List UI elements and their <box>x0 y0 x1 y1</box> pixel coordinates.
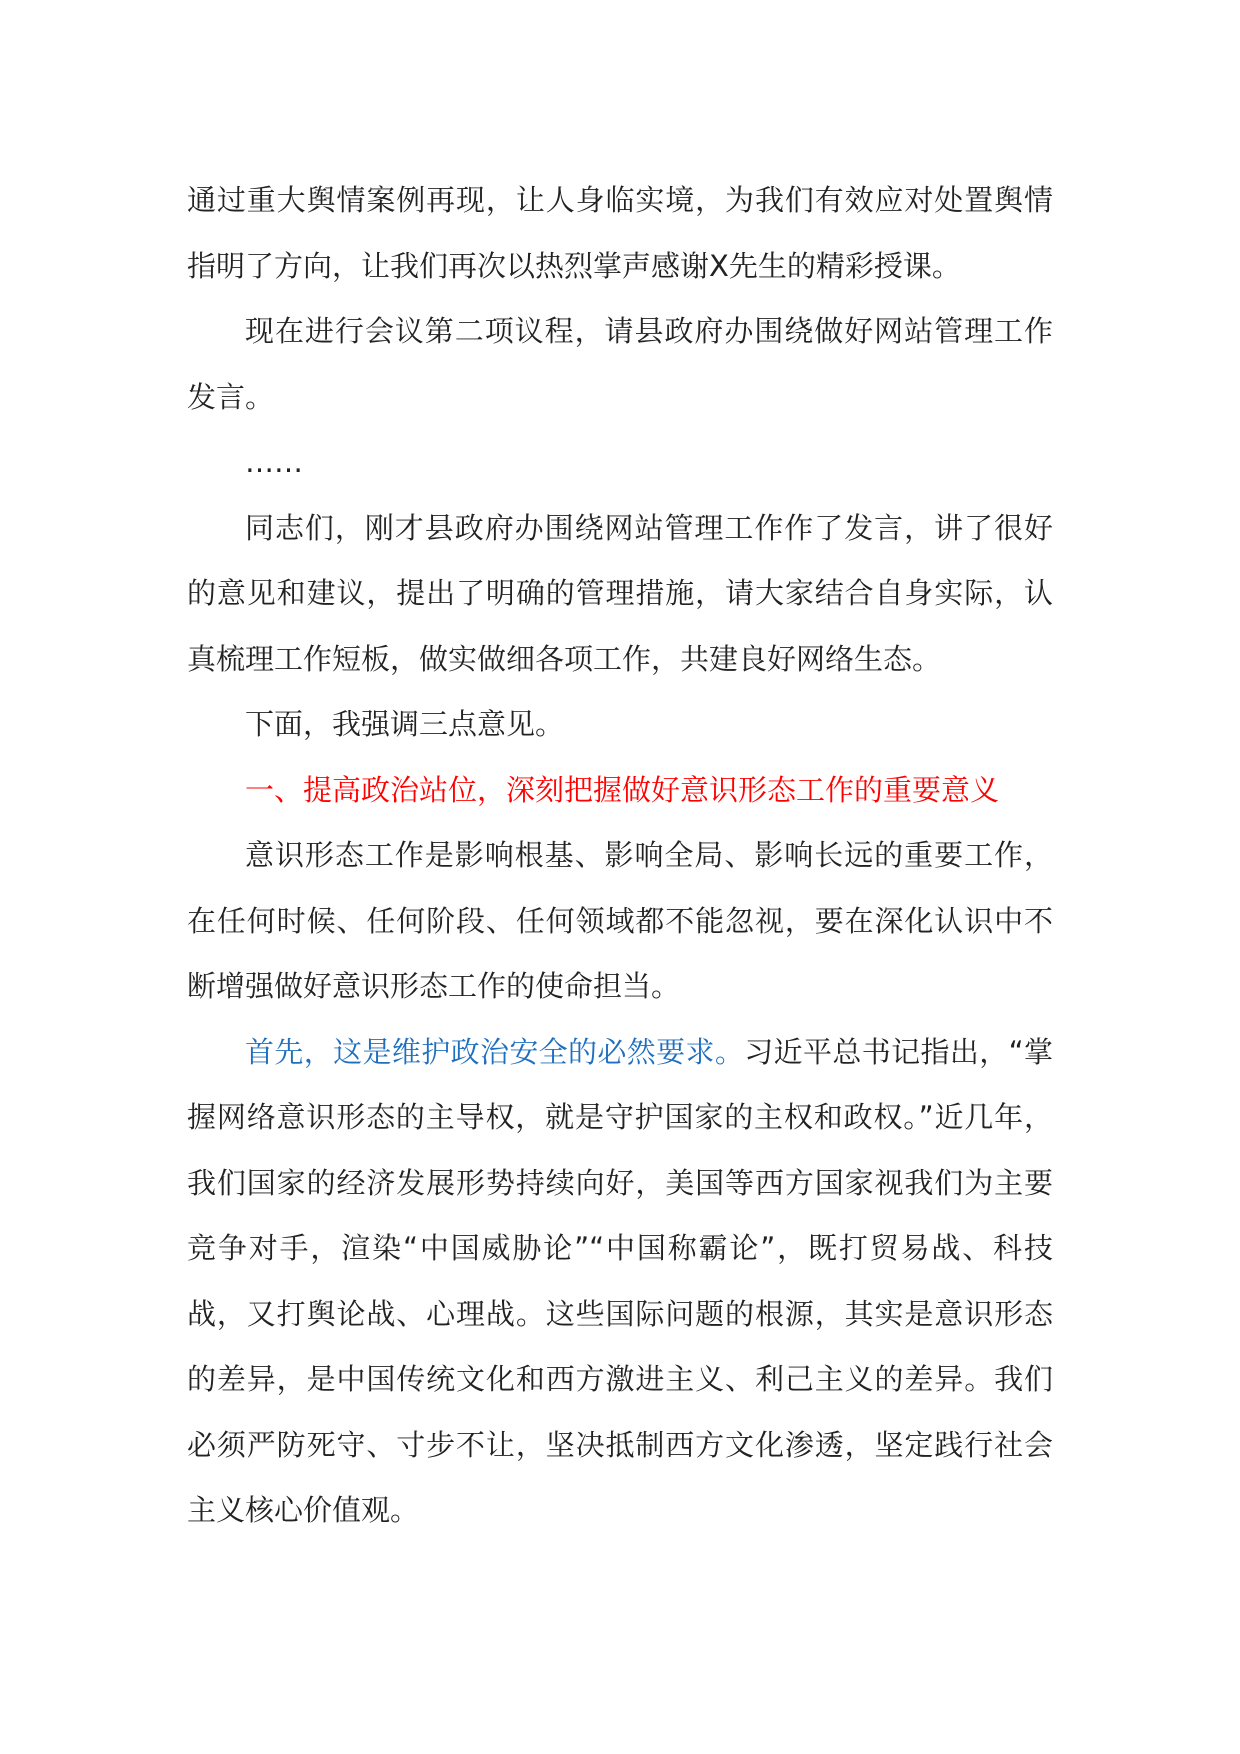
paragraph-8-lead: 首先，这是维护政治安全的必然要求。 <box>245 1034 745 1069</box>
paragraph-7: 意识形态工作是影响根基、影响全局、影响长远的重要工作，在任何时候、任何阶段、任何领域都不能忽视，要在深化认识中不断增强做好意识形态工作的使命担当。 <box>187 838 1053 1003</box>
paragraph-8 <box>187 1020 1053 1544</box>
paragraph-4: 同志们，刚才县政府办围绕网站管理工作作了发言，讲了很好的意见和建议，提出了明确的管理措施，请大家结合自身实际，认真梳理工作短板，做实做细各项工作，共建良好网络生态。 <box>187 510 1053 676</box>
paragraph-8-body: 习近平总书记指出，“掌握网络意识形态的主导权，就是守护国家的主权和政权。”近几年，我们国家的经济发展形势持续向好，美国等西方国家视我们为主要竞争对手，渲染“中国威胁论”“中国称霸论”，既打贸易战、科技战，又打舆论战、心理战。这些国际问题的根源，其实是意识形态的差异，是中国传统文化和西方激进主义、利己主义的差异。我们必须严防死守、寸步不让，坚决抵制西方文化渗透，坚定践行社会主义核心价值观。 <box>187 1034 1053 1527</box>
document-body <box>187 168 1053 1544</box>
paragraph-1: 通过重大舆情案例再现，让人身临实境，为我们有效应对处置舆情指明了方向，让我们再次以热烈掌声感谢X先生的精彩授课。 <box>187 183 1053 283</box>
paragraph-2: 现在进行会议第二项议程，请县政府办围绕做好网站管理工作发言。 <box>187 314 1053 414</box>
paragraph-5: 下面，我强调三点意见。 <box>245 707 565 741</box>
ellipsis-paragraph: …… <box>245 445 303 479</box>
section-heading-1: 一、提高政治站位，深刻把握做好意识形态工作的重要意义 <box>245 772 1000 807</box>
